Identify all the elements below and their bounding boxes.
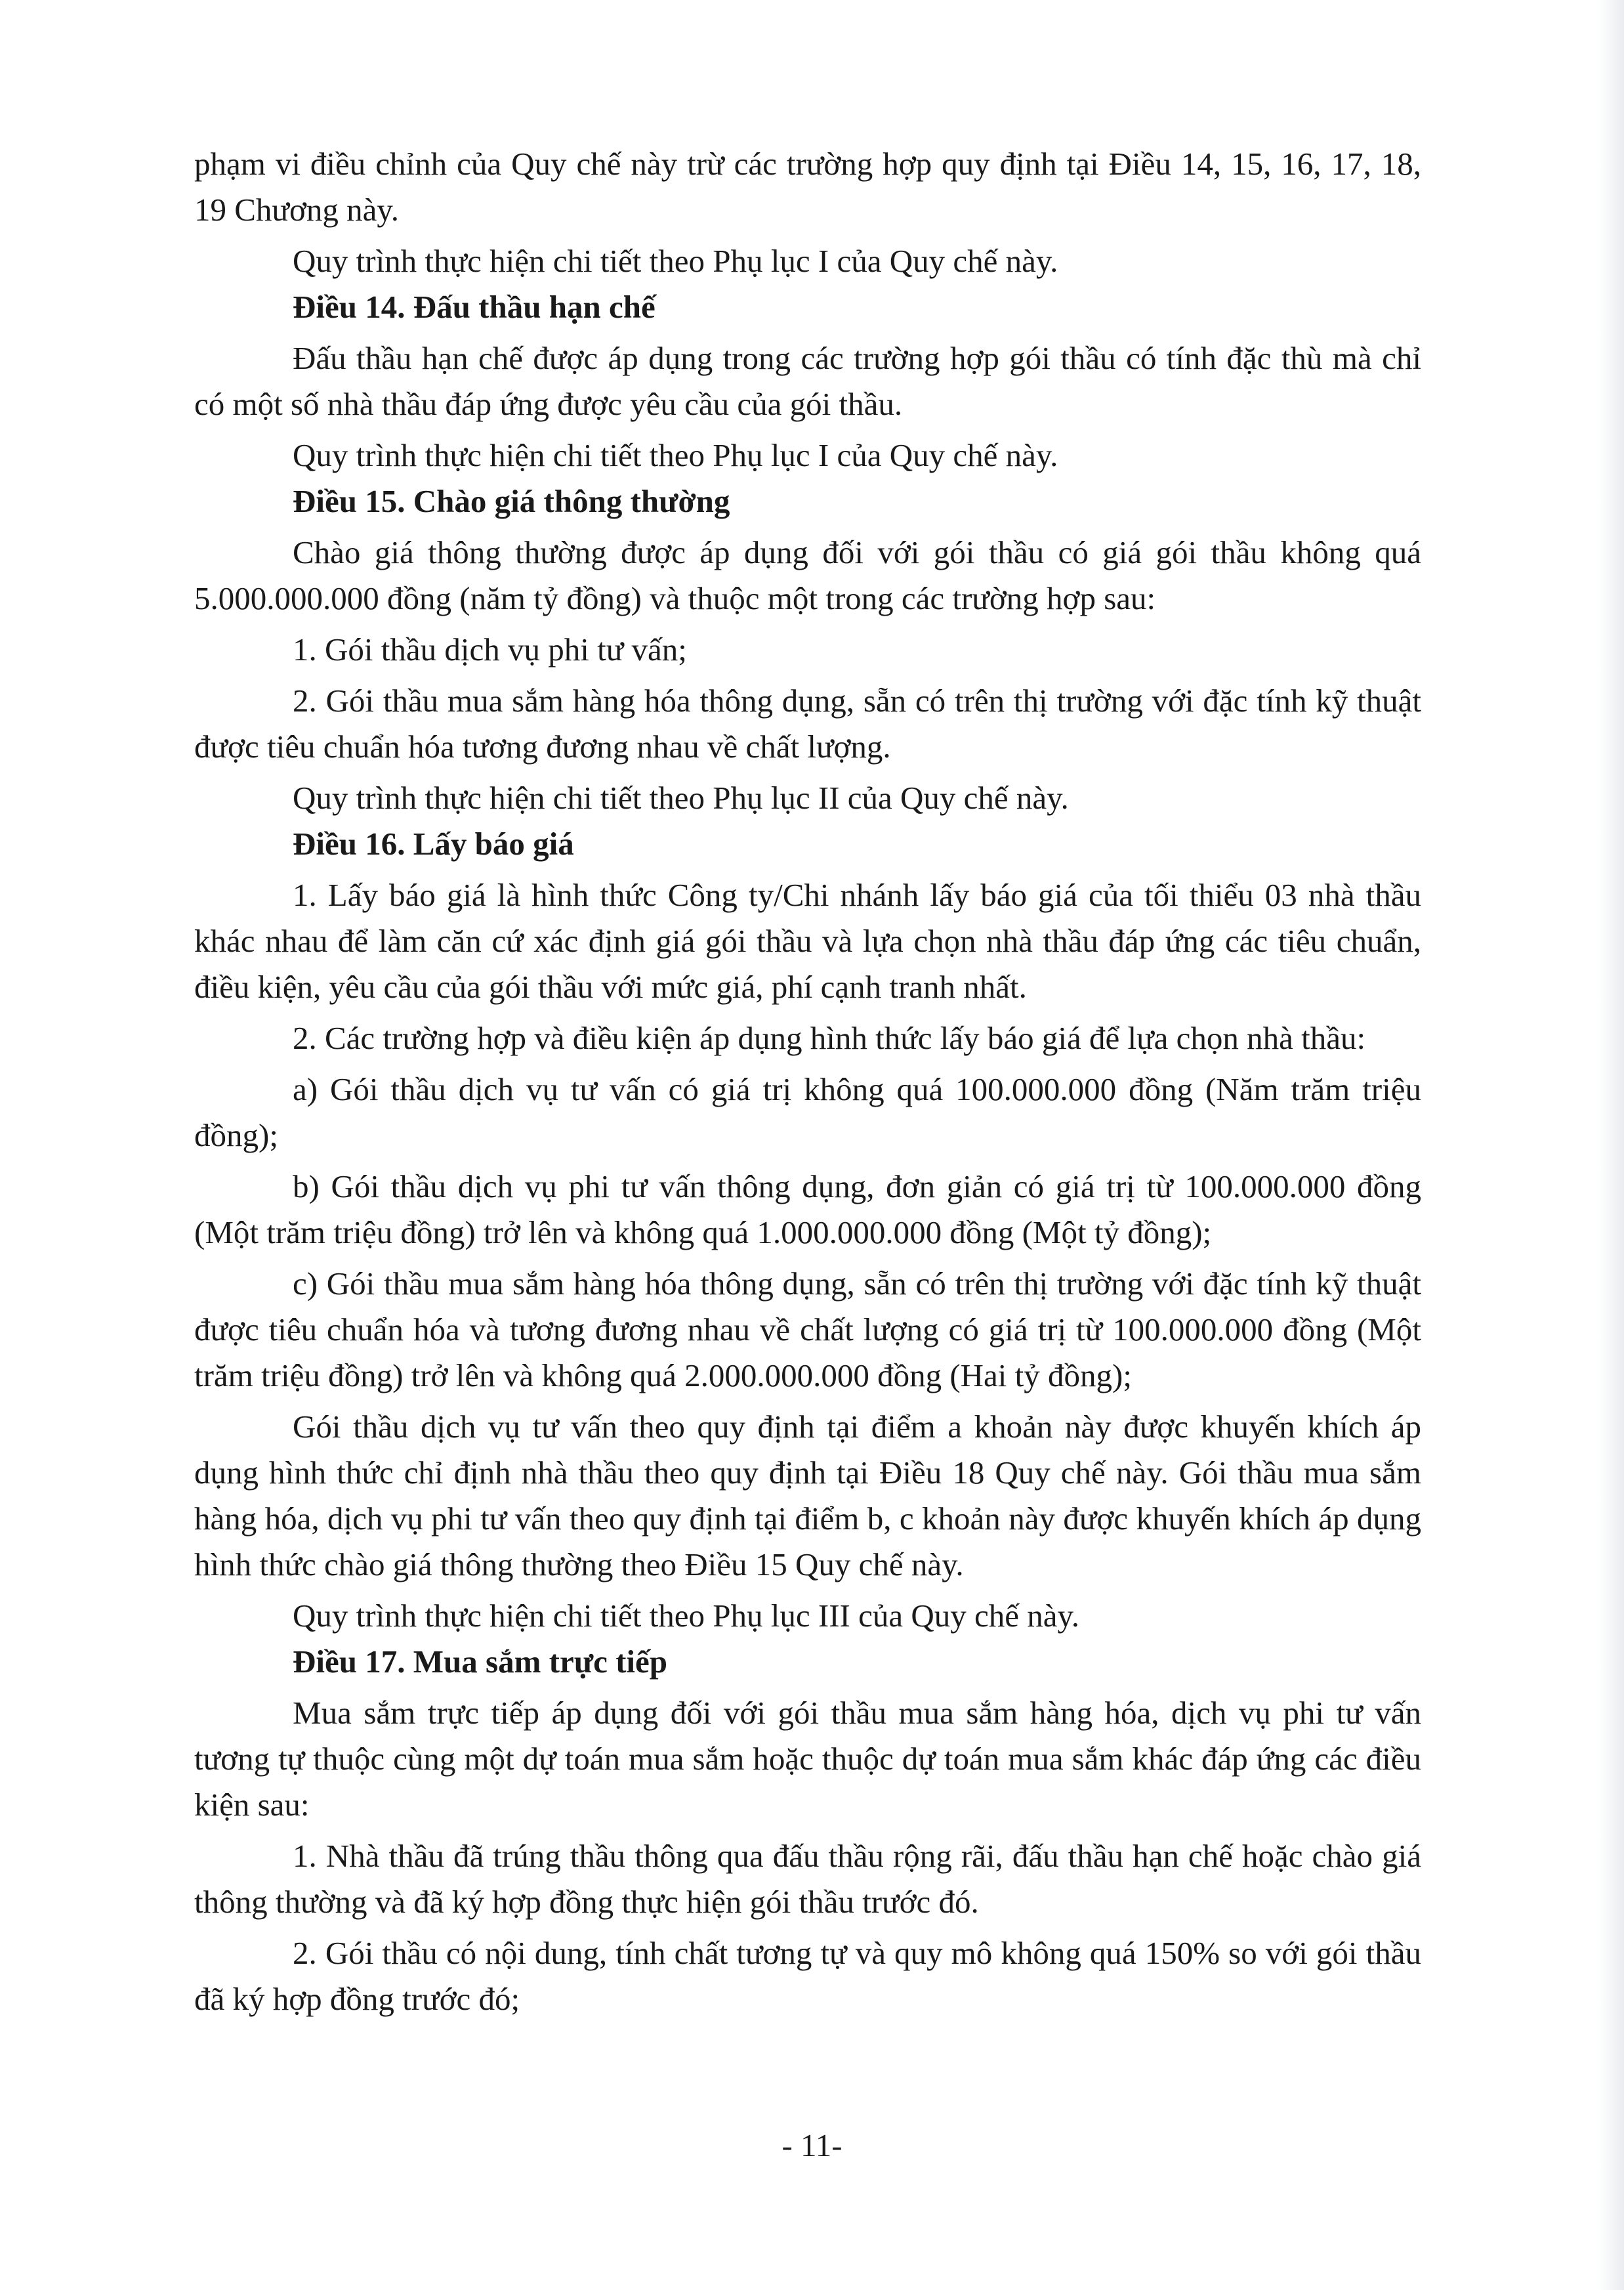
paragraph: Quy trình thực hiện chi tiết theo Phụ lục I của Quy chế này. xyxy=(293,437,1058,473)
list-item: b) Gói thầu dịch vụ phi tư vấn thông dụng, đơn giản có giá trị từ 100.000.000 đồng (Một trăm triệu đồng) trở lên và không quá 1.000.000.000 đồng (Một tỷ đồng); xyxy=(194,1168,1421,1250)
list-item: 1. Lấy báo giá là hình thức Công ty/Chi nhánh lấy báo giá của tối thiểu 03 nhà thầu khác nhau để làm căn cứ xác định giá gói thầu và lựa chọn nhà thầu đáp ứng các tiêu chuẩn, điều kiện, yêu cầu của gói thầu với mức giá, phí cạnh tranh nhất. xyxy=(194,877,1421,1005)
list-item: 2. Gói thầu mua sắm hàng hóa thông dụng, sẵn có trên thị trường với đặc tính kỹ thuật được tiêu chuẩn hóa tương đương nhau về chất lượng. xyxy=(194,683,1421,765)
article-heading: Điều 16. Lấy báo giá xyxy=(293,826,574,862)
paragraph: Quy trình thực hiện chi tiết theo Phụ lục I của Quy chế này. xyxy=(293,243,1058,279)
paragraph: Mua sắm trực tiếp áp dụng đối với gói thầu mua sắm hàng hóa, dịch vụ phi tư vấn tương tự thuộc cùng một dự toán mua sắm hoặc thuộc dự toán mua sắm khác đáp ứng các điều kiện sau: xyxy=(194,1695,1421,1823)
list-item: c) Gói thầu mua sắm hàng hóa thông dụng, sẵn có trên thị trường với đặc tính kỹ thuật được tiêu chuẩn hóa và tương đương nhau về chất lượng có giá trị từ 100.000.000 đồng (Một trăm triệu đồng) trở lên và không quá 2.000.000.000 đồng (Hai tỷ đồng); xyxy=(194,1265,1421,1393)
page-number: - 11- xyxy=(781,2127,843,2163)
paragraph: phạm vi điều chỉnh của Quy chế này trừ các trường hợp quy định tại Điều 14, 15, 16, 17, 18, 19 Chương này. xyxy=(194,146,1421,228)
paragraph: Quy trình thực hiện chi tiết theo Phụ lục III của Quy chế này. xyxy=(293,1598,1080,1634)
list-item: 1. Nhà thầu đã trúng thầu thông qua đấu thầu rộng rãi, đấu thầu hạn chế hoặc chào giá thông thường và đã ký hợp đồng thực hiện gói thầu trước đó. xyxy=(194,1838,1421,1920)
article-heading: Điều 15. Chào giá thông thường xyxy=(293,483,730,519)
list-item: 2. Các trường hợp và điều kiện áp dụng hình thức lấy báo giá để lựa chọn nhà thầu: xyxy=(293,1020,1366,1056)
list-item: 1. Gói thầu dịch vụ phi tư vấn; xyxy=(293,631,687,668)
article-heading: Điều 14. Đấu thầu hạn chế xyxy=(293,289,656,325)
paragraph: Gói thầu dịch vụ tư vấn theo quy định tại điểm a khoản này được khuyến khích áp dụng hình thức chỉ định nhà thầu theo quy định tại Điều 18 Quy chế này. Gói thầu mua sắm hàng hóa, dịch vụ phi tư vấn theo quy định tại điểm b, c khoản này được khuyến khích áp dụng hình thức chào giá thông thường theo Điều 15 Quy chế này. xyxy=(194,1409,1421,1582)
list-item: a) Gói thầu dịch vụ tư vấn có giá trị không quá 100.000.000 đồng (Năm trăm triệu đồng); xyxy=(194,1071,1421,1153)
page-edge-shadow xyxy=(1598,0,1624,2290)
list-item: 2. Gói thầu có nội dung, tính chất tương tự và quy mô không quá 150% so với gói thầu đã ký hợp đồng trước đó; xyxy=(194,1935,1421,2017)
document-body xyxy=(194,141,1421,2022)
article-heading: Điều 17. Mua sắm trực tiếp xyxy=(293,1643,668,1680)
paragraph: Chào giá thông thường được áp dụng đối với gói thầu có giá gói thầu không quá 5.000.000.000 đồng (năm tỷ đồng) và thuộc một trong các trường hợp sau: xyxy=(194,534,1421,616)
paragraph: Đấu thầu hạn chế được áp dụng trong các trường hợp gói thầu có tính đặc thù mà chỉ có một số nhà thầu đáp ứng được yêu cầu của gói thầu. xyxy=(194,340,1421,422)
paragraph: Quy trình thực hiện chi tiết theo Phụ lục II của Quy chế này. xyxy=(293,780,1069,816)
